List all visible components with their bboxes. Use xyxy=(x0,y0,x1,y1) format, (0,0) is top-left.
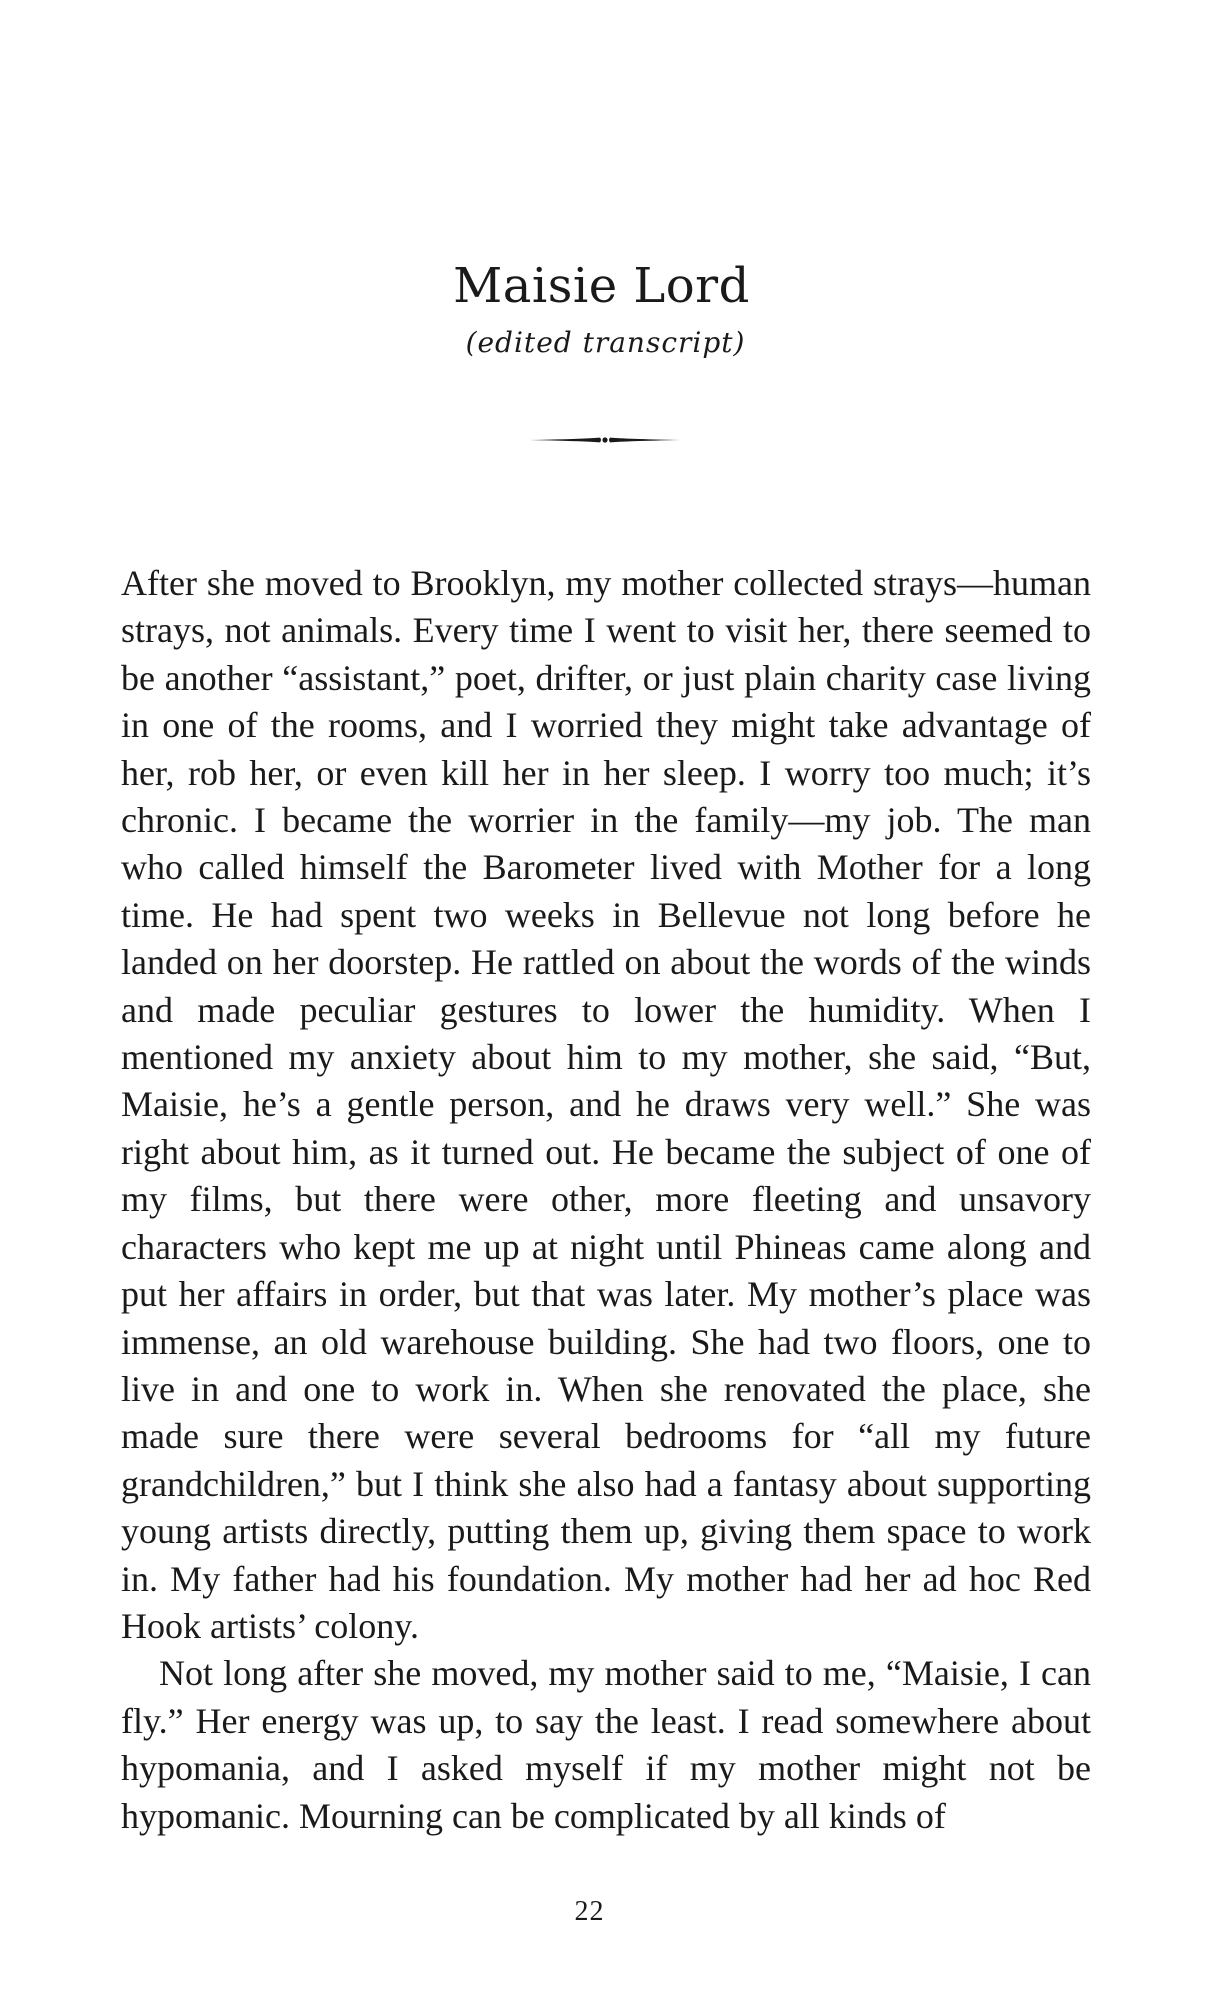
paragraph-2: Not long after she moved, my mother said to me, “Maisie, I can fly.” Her energy was up, to say the least. I read somewhere about hypomania, and I asked myself if my mother might not be hypomanic. Mourning can be complicated by all kinds of xyxy=(121,1653,1091,1836)
ornament-divider-icon xyxy=(530,434,680,446)
body-text xyxy=(121,560,1091,1840)
chapter-title: Maisie Lord xyxy=(453,258,750,314)
chapter-subtitle: (edited transcript) xyxy=(465,326,746,359)
paragraph-1: After she moved to Brooklyn, my mother collected strays—human strays, not animals. Every time I went to visit her, there seemed to be another “assistant,” poet, drifter, or just plain charity case living in one of the rooms, and I worried they might take advantage of her, rob her, or even kill her in her sleep. I worry too much; it’s chronic. I became the worrier in the family—my job. The man who called himself the Barometer lived with Mother for a long time. He had spent two weeks in Bellevue not long before he landed on her doorstep. He rattled on about the words of the winds and made peculiar gestures to lower the humidity. When I mentioned my anxiety about him to my mother, she said, “But, Maisie, he’s a gentle person, and he draws very well.” She was right about him, as it turned out. He became the subject of one of my films, but there were other, more fleeting and unsavory characters who kept me up at night until Phineas came along and put her affairs in order, but that was later. My mother’s place was immense, an old warehouse building. She had two floors, one to live in and one to work in. When she renovated the place, she made sure there were several bedrooms for “all my future grandchildren,” but I think she also had a fantasy about supporting young artists directly, putting them up, giving them space to work in. My father had his foundation. My mother had her ad hoc Red Hook artists’ colony. xyxy=(121,563,1091,1646)
page-number: 22 xyxy=(574,1896,605,1927)
